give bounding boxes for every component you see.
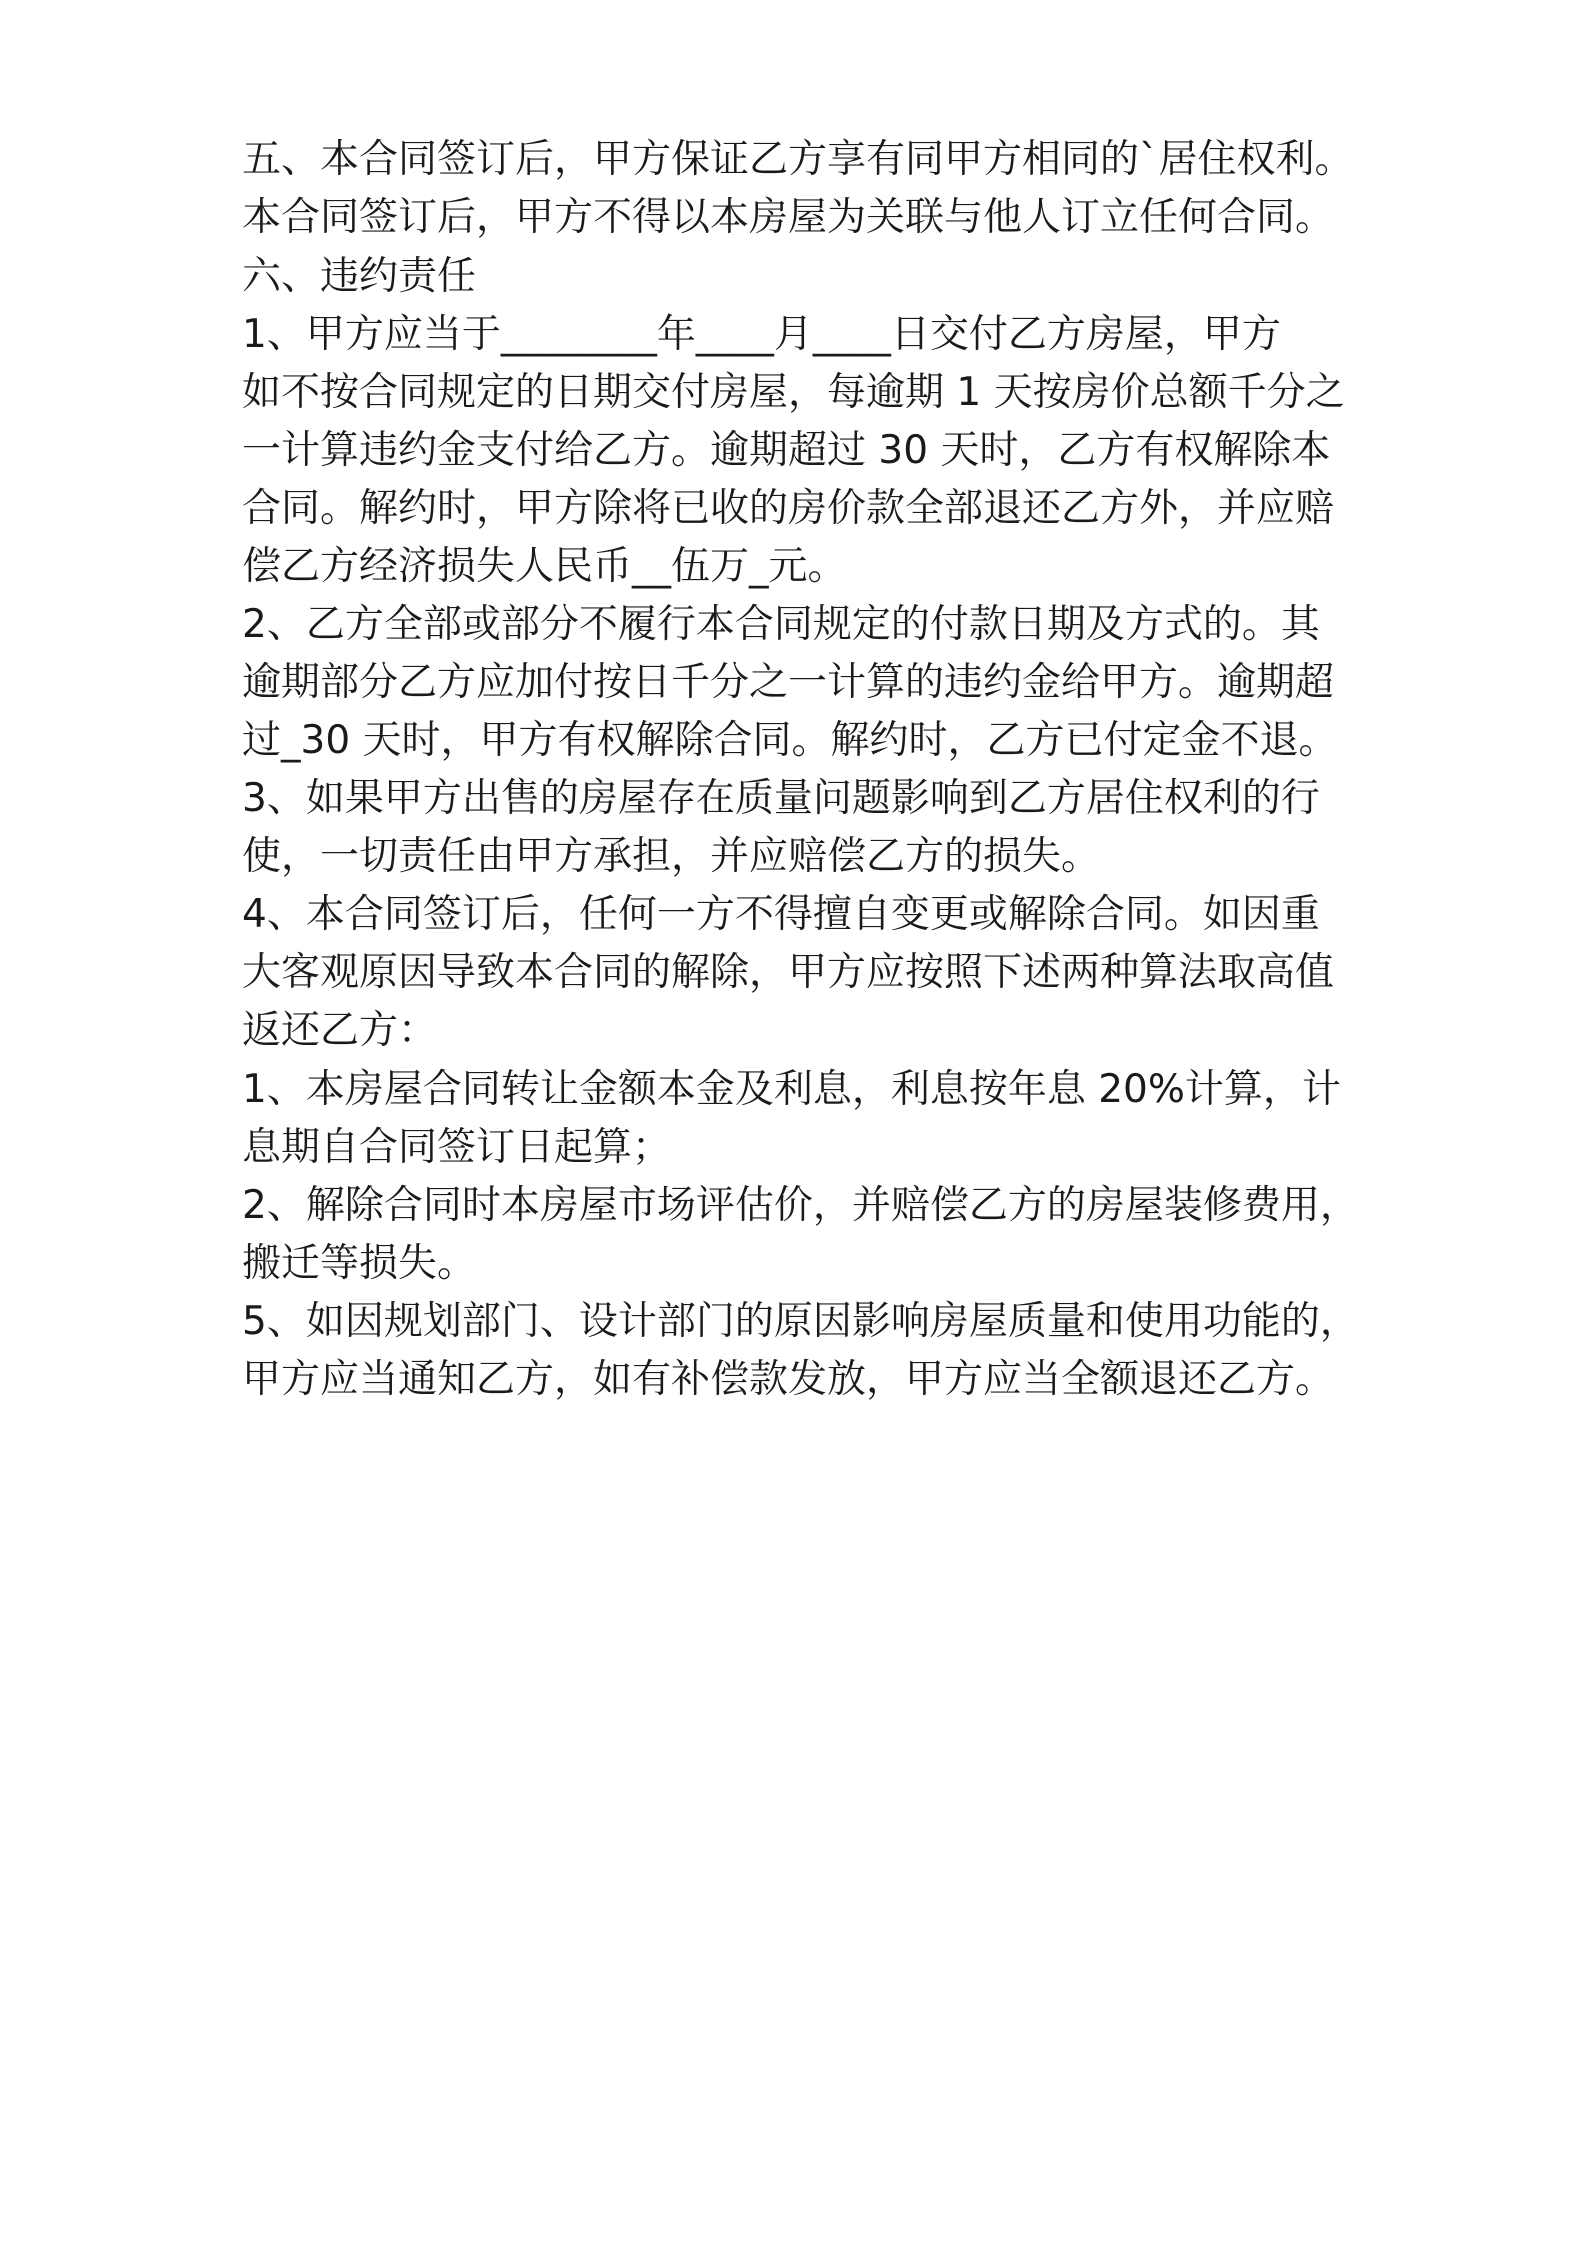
text-line: 五、本合同签订后，甲方保证乙方享有同甲方相同的`居住权利。 xyxy=(242,137,1354,182)
text-line: 本合同签订后，甲方不得以本房屋为关联与他人订立任何合同。 xyxy=(242,195,1335,240)
text-line: 大客观原因导致本合同的解除，甲方应按照下述两种算法取高值 xyxy=(242,950,1335,995)
text-line: 搬迁等损失。 xyxy=(242,1241,477,1286)
text-line: 合同。解约时，甲方除将已收的房价款全部退还乙方外，并应赔 xyxy=(242,486,1335,531)
text-line: 3、如果甲方出售的房屋存在质量问题影响到乙方居住权利的行 xyxy=(242,776,1320,821)
text-line: 4、本合同签订后，任何一方不得擅自变更或解除合同。如因重 xyxy=(242,892,1320,937)
text-line: 1、本房屋合同转让金额本金及利息，利息按年息 20%计算，计 xyxy=(242,1067,1341,1112)
text-line: 甲方应当通知乙方，如有补偿款发放，甲方应当全额退还乙方。 xyxy=(242,1357,1335,1402)
section-heading: 六、违约责任 xyxy=(242,254,477,299)
text-line: 如不按合同规定的日期交付房屋，每逾期 1 天按房价总额千分之 xyxy=(242,370,1345,415)
text-line: 逾期部分乙方应加付按日千分之一计算的违约金给甲方。逾期超 xyxy=(242,660,1335,705)
text-line: 5、如因规划部门、设计部门的原因影响房屋质量和使用功能的， xyxy=(242,1299,1359,1344)
text-line: 使，一切责任由甲方承担，并应赔偿乙方的损失。 xyxy=(242,834,1101,879)
text-line: 返还乙方： xyxy=(242,1008,438,1053)
text-line: 1、甲方应当于________年____月____日交付乙方房屋，甲方 xyxy=(242,312,1281,357)
text-line: 过_30 天时，甲方有权解除合同。解约时，乙方已付定金不退。 xyxy=(242,718,1338,763)
text-line: 2、解除合同时本房屋市场评估价，并赔偿乙方的房屋装修费用， xyxy=(242,1183,1359,1228)
text-line: 2、乙方全部或部分不履行本合同规定的付款日期及方式的。其 xyxy=(242,602,1320,647)
text-line: 息期自合同签订日起算； xyxy=(242,1125,672,1170)
text-line: 偿乙方经济损失人民币__伍万_元。 xyxy=(242,544,847,589)
text-line: 一计算违约金支付给乙方。逾期超过 30 天时，乙方有权解除本 xyxy=(242,428,1331,473)
